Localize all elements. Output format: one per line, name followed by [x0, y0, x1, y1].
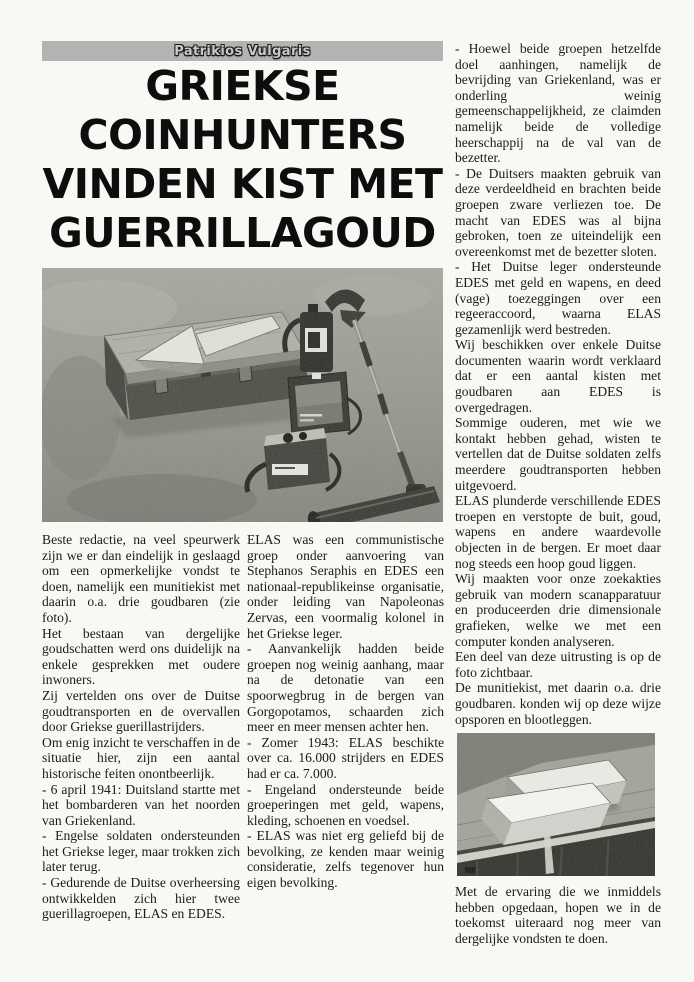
paragraph: - Gedurende de Duitse overheersing ontwikkelden zich hier twee guerillagroepen, ELAS en EDES.: [42, 875, 240, 922]
paragraph: - ELAS was niet erg geliefd bij de bevolking, ze kenden maar weinig consideratie, zelfs tegenover hun eigen bevolking.: [247, 828, 444, 891]
chest-photo-illustration: [42, 268, 443, 522]
paragraph: ELAS was een communistische groep onder aanvoering van Stephanos Seraphis en EDES een nationaal-republikeinse organisatie, onder leiding van Napoleonas Zervas, een voormalig kolonel in het Griekse leger.: [247, 532, 444, 641]
paragraph: Een deel van deze uitrusting is op de foto zichtbaar.: [455, 649, 661, 680]
title-line: GRIEKSE: [145, 62, 340, 110]
column-middle: [247, 532, 444, 891]
paragraph: - Het Duitse leger ondersteunde EDES met geld en wapens, en deed (vage) toezeggingen over een regeeraccoord, waarna ELAS gezamenlijk werd bestreden.: [455, 259, 661, 337]
byline-bar: [42, 41, 443, 61]
right-column-bottom-text: [455, 884, 661, 946]
paragraph: De munitiekist, met daarin o.a. drie goudbaren. konden wij op deze wijze opsporen en blootleggen.: [455, 680, 661, 727]
paragraph: Het bestaan van dergelijke goudschatten werd ons duidelijk na enkele gesprekken met oudere inwoners.: [42, 625, 240, 688]
title-line: GUERRILLAGOUD: [49, 209, 436, 257]
paragraph: Zij vertelden ons over de Duitse goudtransporten en de overvallen door Griekse guerillastrijders.: [42, 687, 240, 735]
byline: Patrikios Vulgaris: [174, 43, 311, 59]
photo-gold-bars-detail: [457, 733, 655, 876]
paragraph: - Engelse soldaten ondersteunden het Griekse leger, maar trokken zich later terug.: [42, 828, 240, 875]
paragraph: - Zomer 1943: ELAS beschikte over ca. 16.000 strijders en EDES had er ca. 7.000.: [247, 734, 444, 781]
paragraph: Wij maakten voor onze zoekakties gebruik van modern scanapparatuur en produceerden drie dimensionale grafieken, welke we met een computer konden analyseren.: [455, 571, 661, 649]
right-column-top-text: [455, 41, 661, 727]
paragraph: Wij beschikken over enkele Duitse documenten waarin wordt verklaard dat er een aantal kisten met goudbaren aan EDES is overgedragen.: [455, 337, 661, 415]
paragraph: Met de ervaring die we inmiddels hebben opgedaan, hopen we in de toekomst uiteraard nog meer van dergelijke vondsten te doen.: [455, 884, 661, 946]
title-line: COINHUNTERS: [78, 111, 407, 159]
paragraph: Om enig inzicht te verschaffen in de situatie hier, zijn een aantal historische feiten onontbeerlijk.: [42, 734, 240, 781]
paragraph: Beste redactie, na veel speurwerk zijn we er dan eindelijk in geslaagd om een opmerkelijke vondst te doen, namelijk een munitiekist met daarin o.a. drie goudbaren (zie foto).: [42, 532, 240, 625]
paragraph: Sommige ouderen, met wie we kontakt hebben gehad, wisten te vertellen dat de Duitse soldaten zelfs meerdere goudtransporten hebben uitgevoerd.: [455, 415, 661, 493]
column-left: [42, 532, 240, 922]
paragraph: - Aanvankelijk hadden beide groepen nog weinig aanhang, maar na de detonatie van een spoorwegbrug in de bergen van Gorgopotamos, schaarden zich meer en meer mensen achter hen.: [247, 641, 444, 735]
photo-chest-and-equipment: [42, 268, 443, 522]
gold-bars-photo-illustration: [457, 733, 655, 876]
paragraph: ELAS plunderde verschillende EDES troepen en verstopte de buit, goud, wapens en andere waardevolle objecten in de bergen. Er moet daar nog steeds een hoop goud liggen.: [455, 493, 661, 571]
paragraph: - Hoewel beide groepen hetzelfde doel aanhingen, namelijk de bevrijding van Griekenland, was er onderling weinig gemeenschappelijkheid, ze claimden namelijk beide de volledige heerschappij na de val van de bezetter.: [455, 41, 661, 166]
title-line: VINDEN KIST MET: [42, 160, 443, 208]
paragraph: - 6 april 1941: Duitsland startte met het bombarderen van het noorden van Griekenland.: [42, 781, 240, 828]
paragraph: - Engeland ondersteunde beide groeperingen met geld, wapens, kleding, schoenen en voedsel.: [247, 781, 444, 828]
paragraph: - De Duitsers maakten gebruik van deze verdeeldheid en brachten beide groepen zware verliezen toe. De macht van EDES was al bijna gebroken, toen ze uiteindelijk een overeenkomst met de bezetter sloten.: [455, 165, 661, 259]
column-right: [455, 41, 661, 947]
article-title: [42, 62, 443, 258]
